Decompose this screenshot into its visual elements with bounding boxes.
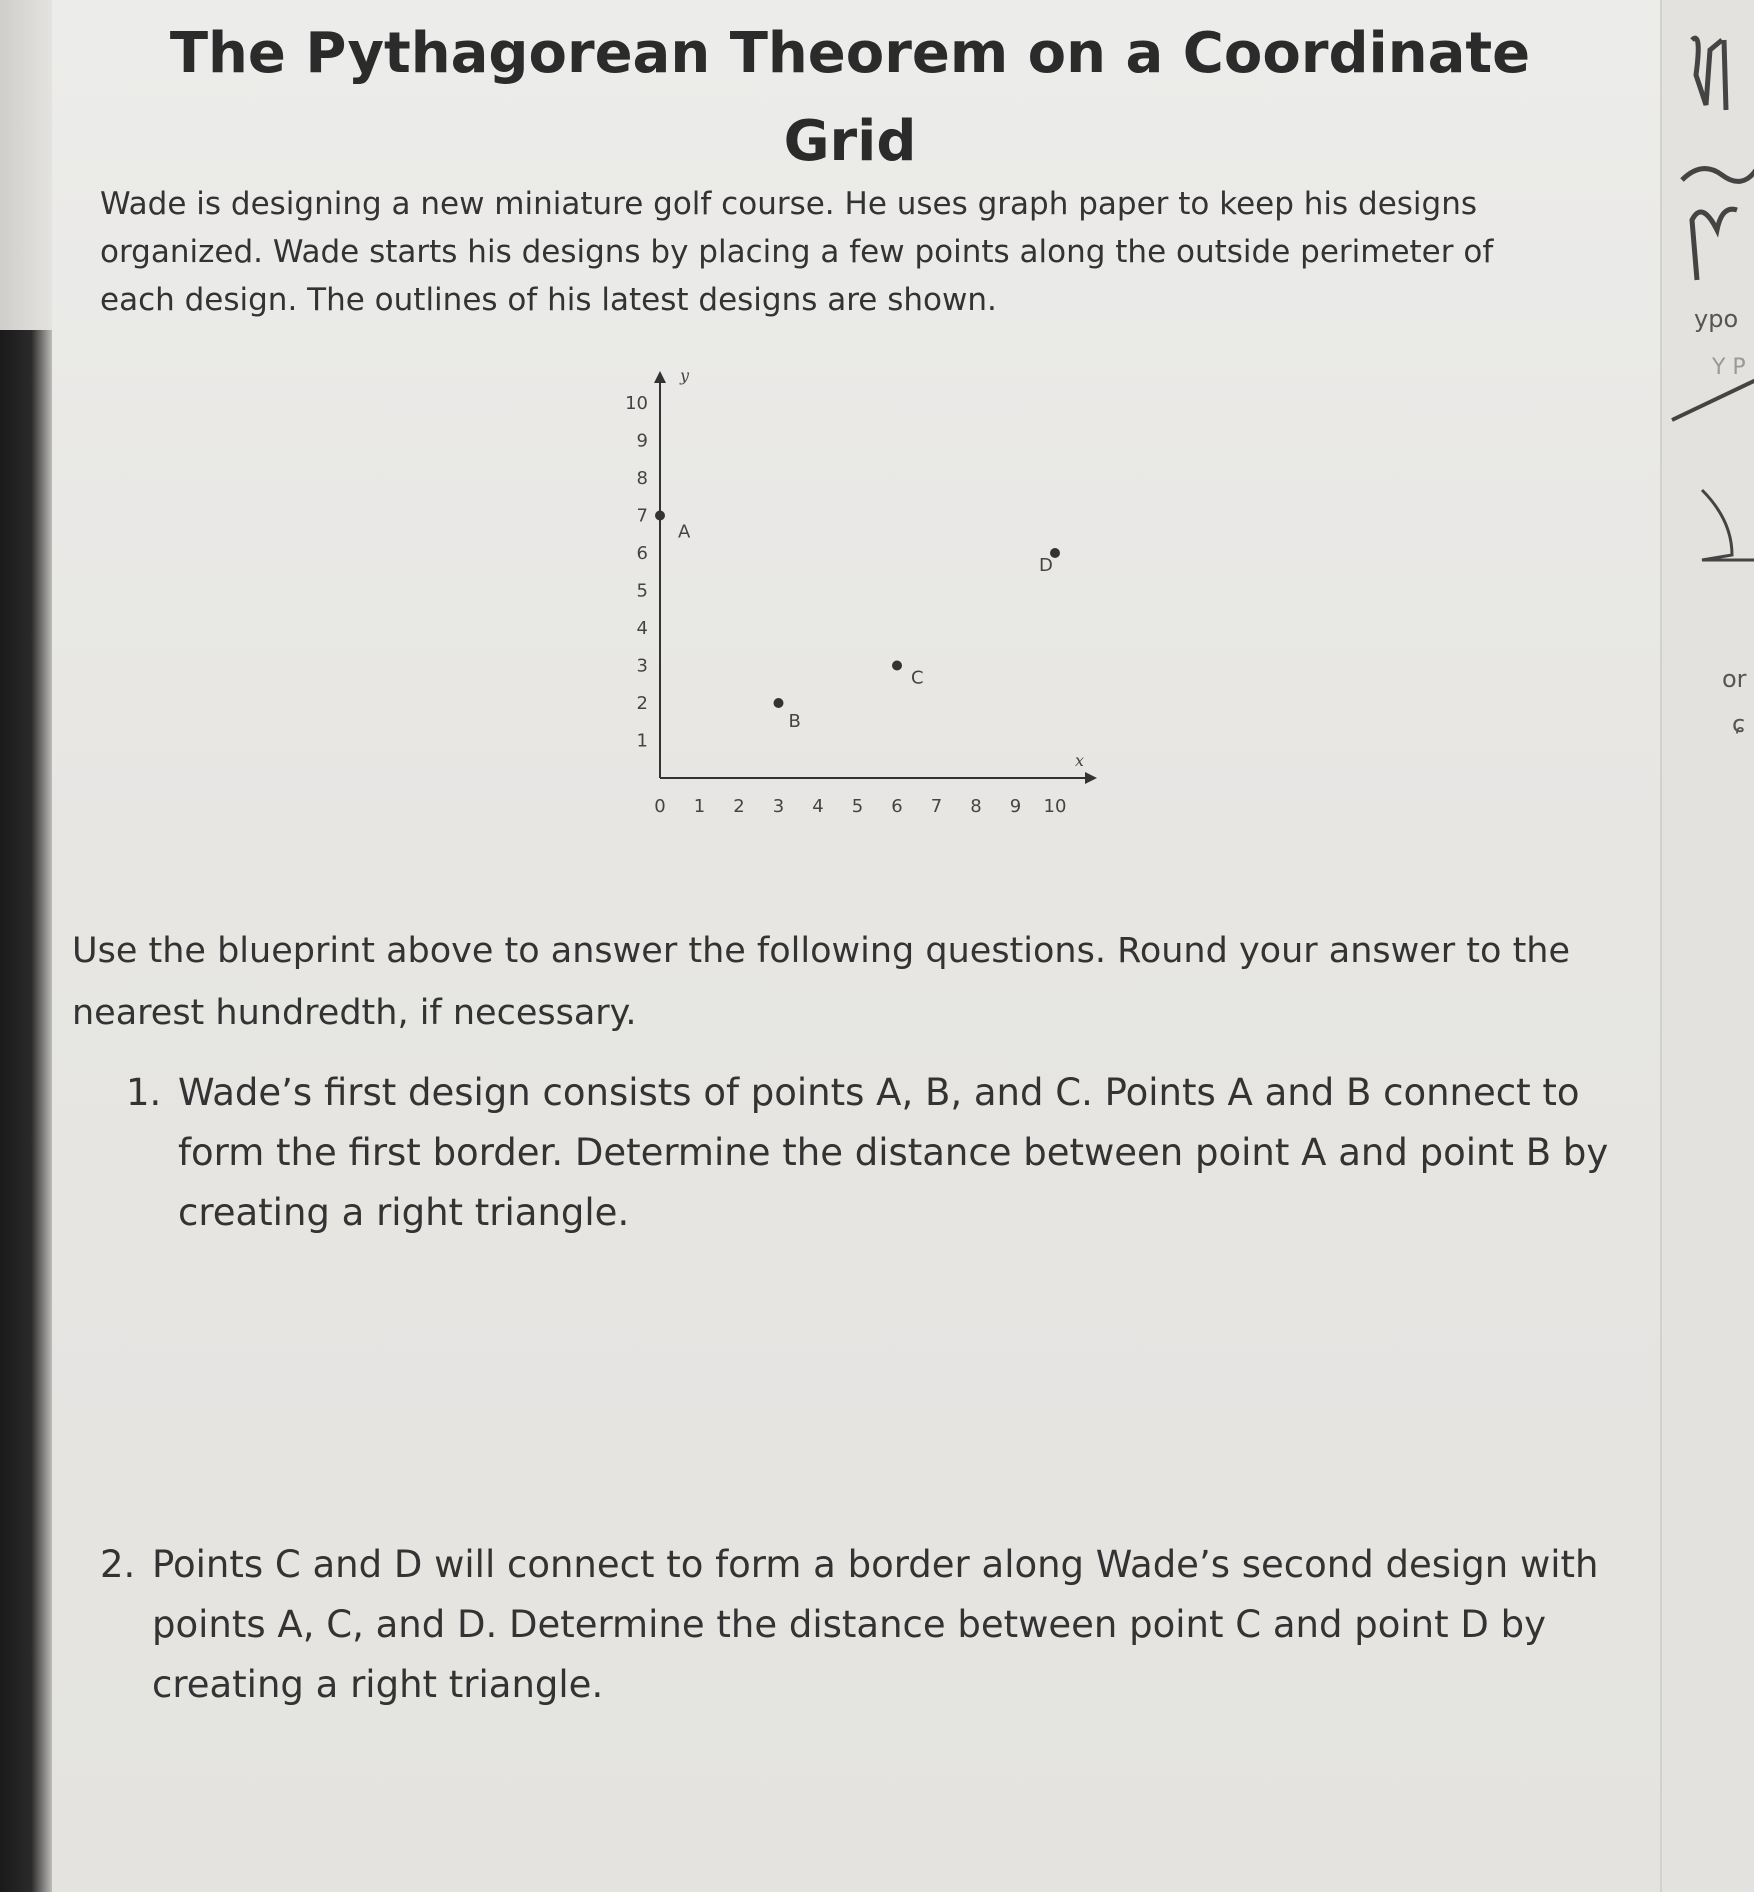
x-tick-label: 2: [733, 796, 745, 817]
instructions-paragraph: Use the blueprint above to answer the following questions. Round your answer to the nearest hundredth, if necessary.: [72, 931, 1571, 1033]
x-tick-label: 4: [812, 796, 824, 817]
y-tick-label: 2: [636, 693, 648, 714]
y-tick-label: 8: [636, 468, 648, 489]
coordinate-grid: [600, 345, 1120, 825]
left-edge-light: [0, 0, 52, 330]
y-tick-label: 9: [636, 430, 648, 452]
point-label-d: D: [1039, 555, 1053, 576]
point-label-a: A: [678, 521, 691, 543]
point-label-b: B: [788, 711, 801, 732]
y-tick-label: 1: [636, 730, 648, 752]
x-axis-arrow: [1085, 772, 1097, 784]
y-tick-label: 4: [636, 618, 648, 639]
x-tick-label: 10: [1043, 796, 1067, 817]
y-tick-label: 10: [625, 393, 648, 414]
x-tick-label: 3: [772, 796, 785, 817]
question-number: 2.: [100, 1543, 136, 1586]
y-axis-label: y: [680, 366, 690, 385]
edge-fragment-4: ɕ: [1732, 710, 1746, 738]
x-axis-label: x: [1075, 751, 1085, 770]
x-tick-label: 0: [654, 796, 666, 817]
edge-fragment-3: or: [1722, 665, 1747, 693]
y-tick-label: 6: [636, 543, 648, 564]
intro-paragraph: Wade is designing a new miniature golf course. He uses graph paper to keep his designs organized. Wade starts his designs by placing a few points along the outside perimeter of each design. The outlines of his latest designs are shown.: [100, 186, 1494, 318]
x-tick-label: 1: [693, 796, 706, 817]
y-axis-arrow: [654, 371, 666, 383]
question-1: [126, 1063, 1666, 1243]
x-tick-label: 6: [891, 796, 903, 817]
x-tick-label: 8: [970, 796, 982, 817]
point-c: [892, 661, 902, 671]
edge-fragment-2: Y P: [1712, 355, 1746, 380]
point-a: [655, 511, 665, 521]
point-label-c: C: [911, 667, 924, 689]
y-tick-label: 7: [636, 505, 648, 527]
x-tick-label: 5: [851, 796, 864, 817]
edge-fragment-1: ypo: [1694, 305, 1739, 333]
edge-scribbles: [1662, 0, 1754, 700]
question-text: Wade’s first design consists of points A, B, and C. Points A and B connect to form the first border. Determine the distance between point A and point B by creating a right triangle.: [178, 1071, 1609, 1234]
worksheet-title: The Pythagorean Theorem on a Coordinate Grid: [169, 21, 1531, 174]
point-b: [774, 698, 784, 708]
question-2: [100, 1535, 1690, 1715]
question-text: Points C and D will connect to form a border along Wade’s second design with points A, C, and D. Determine the distance between point C and point D by creating a right triangle.: [152, 1543, 1599, 1706]
y-tick-label: 5: [636, 580, 648, 602]
x-tick-label: 7: [930, 796, 943, 817]
x-tick-label: 9: [1009, 796, 1022, 817]
question-number: 1.: [126, 1071, 162, 1114]
y-tick-label: 3: [636, 655, 648, 677]
